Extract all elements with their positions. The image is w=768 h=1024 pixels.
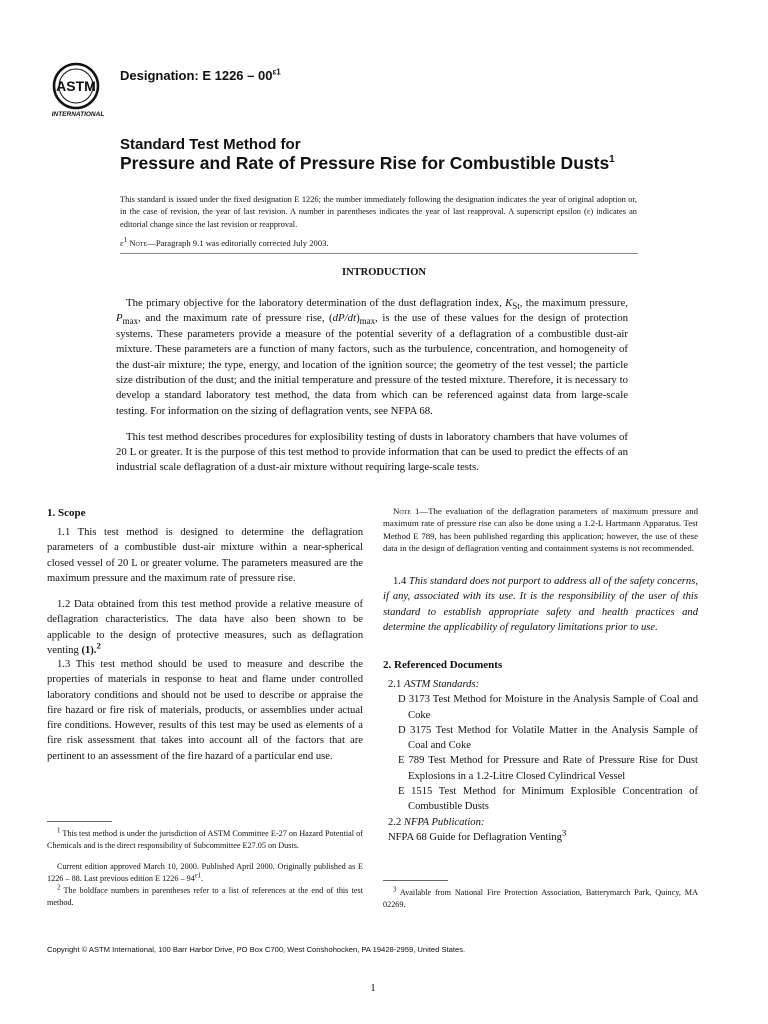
intro-p1-text-a: The primary objective for the laboratory determination of the dust deflagration index, — [126, 297, 506, 309]
footnote-3-num: 3 — [393, 886, 397, 894]
footnote-2-num: 2 — [57, 884, 61, 892]
main-title-text: Pressure and Rate of Pressure Rise for Combustible Dusts — [120, 153, 610, 173]
ref-d3173: D 3173 Test Method for Moisture in the Analysis Sample of Coal and Coke — [398, 694, 698, 721]
intro-heading: INTRODUCTION — [341, 267, 426, 278]
intro-p1-text-b: , the maximum pressure, — [519, 297, 628, 309]
eps-note-label: Note — [129, 238, 148, 248]
intro-p1-text-d: , is the use of these values for the design of protection systems. These parameters provide a measure of the potential severity of a deflagration of a combustible dust-air mixture. These parameters are a function of many factors, such as the turbulence, concentration, and homogeneity of the dust-air mixture; the type, energy, and location of the ignition source; the geometry of the test vessel; the particle size distribution of the dust; and the initial temperature and pressure of the tested mixture. Therefore, it is necessary to develop a standard laboratory test method, the data from which can be referenced against data from large-scale testing. For information on the sizing of deflagration vents, see NFPA 68. — [116, 312, 628, 417]
designation — [120, 68, 281, 83]
intro-paragraph-1 — [116, 296, 628, 419]
issue-note: This standard is issued under the fixed designation E 1226; the number immediately following the designation indicates the year of original adoption or, in the case of revision, the year of last revision. A number in parentheses indicates the year of last reapproval. A superscript epsilon (ε) indicates an editorial change since the last revision or reapproval. — [120, 195, 637, 229]
copyright: Copyright © ASTM International, 100 Barr Harbor Drive, PO Box C700, West Conshohocken, PA 19428-2959, United States. — [47, 945, 466, 954]
paragraph-1-1-text: 1.1 This test method is designed to determine the deflagration parameters of a combustible dust-air mixture within a near-spherical closed vessel of 20 L or greater volume. The parameters measured are the maximum pressure and the maximum rate of pressure rise. — [47, 527, 363, 584]
note-1-label: Note — [393, 506, 412, 516]
ref-e789: E 789 Test Method for Pressure and Rate of Pressure Rise for Dust Explosions in a 1.2-Litre Closed Cylindrical Vessel — [398, 755, 698, 782]
eps-sup: 1 — [123, 236, 128, 245]
intro-divider — [120, 253, 638, 254]
ref-nfpa68-sup: 3 — [561, 827, 567, 838]
designation-sup: ε1 — [272, 67, 281, 77]
footnote-1-edition-text: Current edition approved March 10, 2000. Published April 2000. Originally published as E 1226 – 88. Last previous edition E 1226 – 94 — [47, 862, 363, 883]
intro-p2-text: This test method describes procedures for explosibility testing of dusts in laboratory chambers that have volumes of 20 L or greater. It is the purpose of this test method to provide information that can be used to predict the effects of an industrial scale deflagration of a dust-air mixture without requiring large-scale tests. — [116, 431, 628, 474]
astm-label-num: 2.1 — [388, 679, 404, 690]
main-title — [120, 153, 615, 174]
eps-symbol: ε — [120, 238, 124, 248]
standard-title: Standard Test Method for — [120, 136, 301, 153]
paragraph-1-4 — [383, 574, 698, 635]
footnote-1-num: 1 — [57, 827, 61, 835]
paragraph-1-4-num: 1.4 — [393, 576, 409, 587]
astm-standards-label — [388, 677, 698, 692]
paragraph-1-1 — [47, 525, 363, 586]
referenced-documents-list — [388, 677, 698, 845]
footnote-3-text: Available from National Fire Protection Association, Batterymarch Park, Quincy, MA 02269. — [383, 888, 698, 909]
nfpa-label-text: NFPA Publication: — [403, 816, 485, 828]
ref-nfpa68 — [388, 827, 698, 845]
paragraph-1-2-text: 1.2 Data obtained from this test method provide a relative measure of deflagration characteristics. The data have also been shown to be applicable to the design of protective measures, such as deflagration venting — [47, 599, 363, 656]
note-1-text: 1—The evaluation of the deflagration parameters of maximum pressure and maximum rate of pressure rise can also be done using a 1.2-L Hartmann Apparatus. Test Method E 789, has been published regarding this application; however, the use of these data in the design of deflagration venting and containment systems is not recommended. — [383, 506, 698, 553]
logo-letters: ASTM — [56, 78, 96, 94]
nfpa-publication-label — [388, 815, 698, 830]
footnote-divider-right — [383, 880, 448, 881]
footnote-1-edition-end: . — [201, 873, 204, 883]
paragraph-1-3-text: 1.3 This test method should be used to measure and describe the properties of materials in response to heat and flame under controlled laboratory conditions and should not be used to describe or appraise the fire hazard or fire risk of materials, products, or assemblies under actual fire conditions. However, results of this test may be used as elements of a fire risk assessment that takes into account all of the factors that are pertinent to an assessment of the fire hazard of a particular end use. — [47, 659, 363, 762]
astm-logo — [45, 60, 111, 118]
logo-subtext: INTERNATIONAL — [51, 111, 105, 118]
ref-nfpa68-text: NFPA 68 Guide for Deflagration Venting — [388, 831, 562, 843]
footnote-1 — [47, 828, 363, 851]
paragraph-1-4-text: This standard does not purport to address all of the safety concerns, if any, associated with its use. It is the responsibility of the user of this standard to establish appropriate safety and health practices and determine the applicability of regulatory limitations prior to use. — [383, 576, 698, 633]
intro-p1-text-c: , and the maximum rate of pressure rise, ( — [138, 312, 333, 325]
pmax-symbol: P — [116, 312, 123, 325]
footnote-1-text: This test method is under the jurisdiction of ASTM Committee E-27 on Hazard Potential of Chemicals and is the direct responsibility of Subcommittee E27.05 on Dusts. — [47, 829, 363, 850]
referenced-documents-heading: 2. Referenced Documents — [383, 659, 503, 671]
footnote-2-text: The boldface numbers in parentheses refer to a list of references at the end of this test method. — [47, 886, 363, 907]
main-title-sup: 1 — [609, 154, 615, 166]
dpdt-symbol: dP/dt — [332, 312, 357, 325]
reference-1: (1). — [81, 644, 97, 656]
footnote-divider-left — [47, 821, 112, 822]
footnote-1-edition — [47, 861, 363, 884]
paragraph-1-2 — [47, 597, 363, 658]
ref-e1515: E 1515 Test Method for Minimum Explosible Concentration of Combustible Dusts — [398, 786, 698, 813]
dpdt-close: ) — [356, 312, 360, 325]
footnote-3 — [383, 887, 698, 910]
editorial-note — [120, 238, 329, 248]
paragraph-1-3 — [47, 657, 363, 764]
footnote-1-edition-sup: ε1 — [194, 871, 202, 879]
scope-heading: 1. Scope — [47, 507, 86, 519]
designation-label: Designation: E 1226 – 00 — [120, 68, 273, 83]
ref-d3175: D 3175 Test Method for Volatile Matter in the Analysis Sample of Coal and Coke — [398, 724, 698, 752]
footnote-2 — [47, 885, 363, 908]
nfpa-label-num: 2.2 — [388, 816, 404, 828]
kst-symbol: K — [505, 297, 513, 309]
dpdt-sub: max — [359, 316, 376, 327]
eps-note-text: —Paragraph 9.1 was editorially corrected July 2003. — [147, 238, 329, 248]
kst-sub: St — [512, 301, 520, 312]
pmax-sub: max — [122, 316, 139, 327]
astm-label-text: ASTM Standards: — [403, 679, 480, 690]
footnote-ref-2: 2 — [96, 640, 101, 651]
intro-paragraph-2 — [116, 430, 628, 476]
page-number: 1 — [370, 982, 376, 994]
note-1 — [383, 505, 698, 554]
